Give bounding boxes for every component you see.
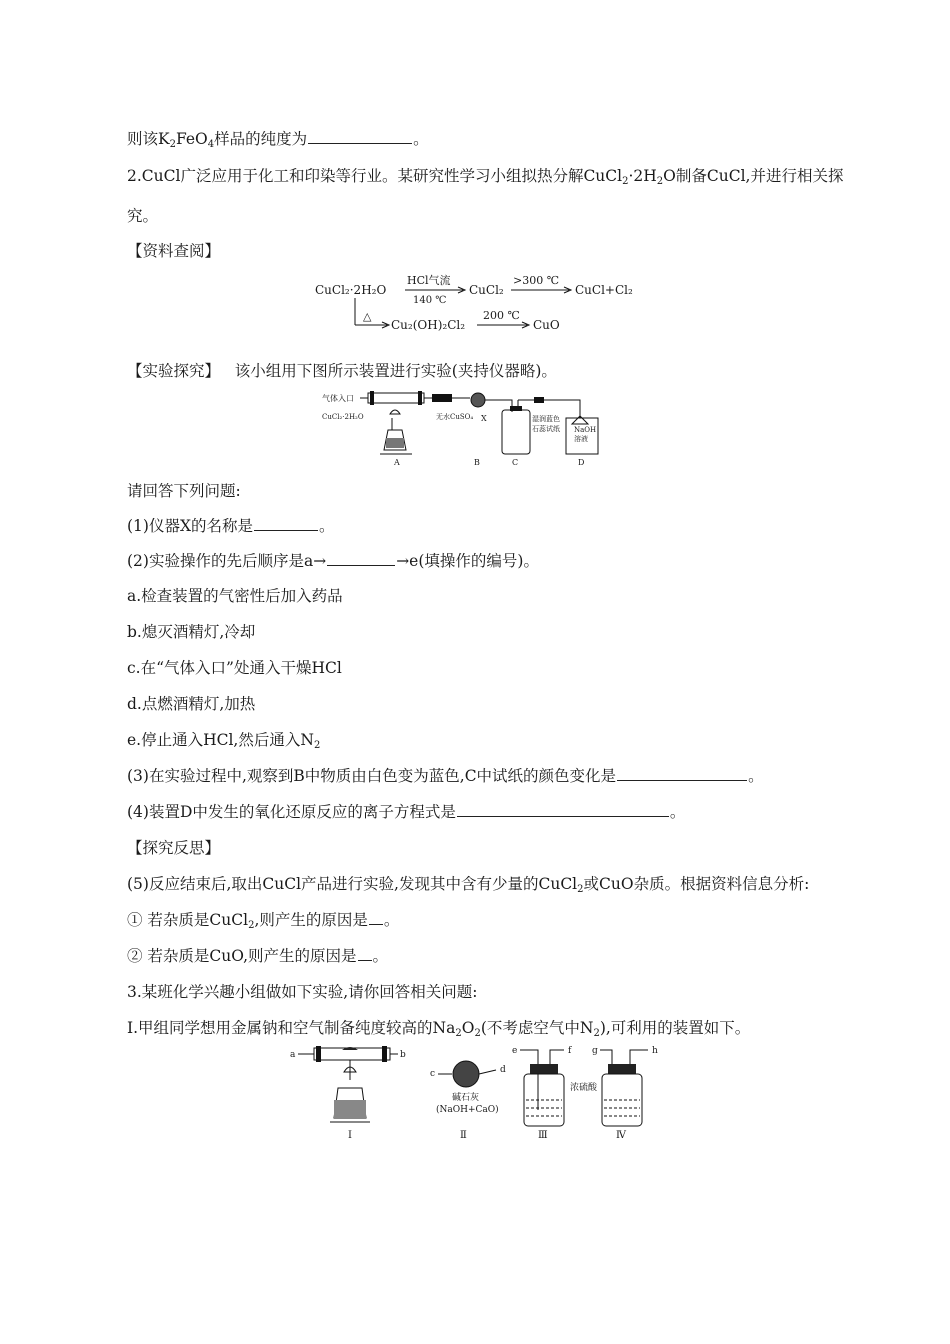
- sub-question-3: (3)在实验过程中,观察到B中物质由白色变为蓝色,C中试纸的颜色变化是 。: [127, 767, 764, 785]
- case-2: ② 若杂质是CuO,则产生的原因是 。: [127, 947, 389, 965]
- answer-prompt: 请回答下列问题:: [127, 482, 241, 500]
- port-g: g: [592, 1046, 598, 1056]
- apparatus-diagram-1: [320, 388, 620, 468]
- label-x: X: [481, 414, 487, 423]
- label-apparatus-d: D: [578, 458, 585, 467]
- answer-blank[interactable]: [369, 910, 383, 925]
- label-apparatus-ii: Ⅱ: [460, 1130, 467, 1141]
- apparatus-diagram-2: [290, 1044, 670, 1144]
- scheme-arrow1-bottom: 140 ℃: [413, 295, 447, 306]
- operation-c: c.在“气体入口”处通入干燥HCl: [127, 659, 342, 677]
- operation-d: d.点燃酒精灯,加热: [127, 695, 256, 713]
- port-h: h: [652, 1046, 658, 1056]
- q2-intro-cont: 究。: [127, 207, 159, 225]
- scheme-product2: CuCl+Cl₂: [575, 283, 633, 297]
- scheme-arrow1-top: HCl气流: [407, 274, 451, 287]
- label-anhydrous-cuso4: 无水CuSO₄: [436, 413, 474, 421]
- answer-blank[interactable]: [358, 946, 372, 961]
- label-reagent: CuCl₂·2H₂O: [322, 413, 364, 421]
- reaction-scheme: [305, 268, 645, 338]
- port-e: e: [512, 1046, 518, 1056]
- label-apparatus-i: Ⅰ: [348, 1130, 352, 1141]
- heading-experiment: 【实验探究】: [127, 362, 221, 380]
- scheme-product3: Cu₂(OH)₂Cl₂: [391, 318, 466, 332]
- answer-blank[interactable]: [617, 766, 747, 781]
- scheme-product4: CuO: [533, 318, 560, 332]
- label-naoh-2: 溶液: [574, 435, 588, 443]
- q2-intro: 2.CuCl广泛应用于化工和印染等行业。某研究性学习小组拟热分解$CuCl_2\cdot 2H_2O$制备CuCl,并进行相关探: [127, 167, 844, 187]
- scheme-reactant: CuCl₂·2H₂O: [315, 283, 387, 297]
- operation-e: e.停止通入HCl,然后通入$N_2$: [127, 731, 321, 751]
- case-1: ① 若杂质是CuCl$_2$,则产生的原因是 。: [127, 911, 400, 931]
- sub-question-5: (5)反应结束后,取出CuCl产品进行实验,发现其中含有少量的CuCl$_2$或CuO杂质。根据资料信息分析:: [127, 875, 810, 895]
- port-c: c: [430, 1069, 436, 1079]
- label-naoh-1: NaOH: [574, 426, 597, 434]
- q1-purity-line: 则该$K_2FeO_4$样品的纯度为 。: [127, 130, 429, 150]
- label-soda-lime-2: (NaOH+CaO): [436, 1105, 499, 1115]
- scheme-arrow3-top: 200 ℃: [483, 309, 520, 322]
- label-conc-sulfuric-acid: 浓硫酸: [570, 1083, 598, 1093]
- operation-a: a.检查装置的气密性后加入药品: [127, 587, 343, 605]
- heading-reference: 【资料查阅】: [127, 242, 221, 260]
- label-apparatus-b: B: [474, 458, 480, 467]
- port-d: d: [500, 1065, 506, 1075]
- q3-part1: Ⅰ.甲组同学想用金属钠和空气制备纯度较高的$Na_2O_2$(不考虑空气中$N_2$),可利用的装置如下。: [127, 1019, 751, 1039]
- label-apparatus-iv: Ⅳ: [616, 1130, 626, 1141]
- scheme-arrow2-top: >300 ℃: [513, 274, 560, 287]
- port-a: a: [290, 1050, 296, 1060]
- q3-intro: 3.某班化学兴趣小组做如下实验,请你回答相关问题:: [127, 983, 478, 1001]
- answer-blank[interactable]: [254, 516, 318, 531]
- label-litmus-1: 湿润蓝色: [532, 415, 560, 423]
- sub-question-4: (4)装置D中发生的氧化还原反应的离子方程式是 。: [127, 803, 686, 821]
- label-soda-lime-1: 碱石灰: [452, 1093, 480, 1103]
- label-gas-inlet: 气体入口: [322, 394, 354, 403]
- label-apparatus-a: A: [394, 458, 400, 467]
- sub-question-1: (1)仪器X的名称是 。: [127, 517, 335, 535]
- answer-blank[interactable]: [327, 551, 395, 566]
- scheme-product1: CuCl₂: [469, 283, 504, 297]
- sub-question-2: (2)实验操作的先后顺序是a→ →e(填操作的编号)。: [127, 552, 539, 570]
- label-litmus-2: 石蕊试纸: [532, 425, 560, 433]
- experiment-intro: 【实验探究】 该小组用下图所示装置进行实验(夹持仪器略)。: [127, 362, 557, 380]
- answer-blank[interactable]: [308, 129, 412, 144]
- operation-b: b.熄灭酒精灯,冷却: [127, 623, 256, 641]
- scheme-branch-label: △: [363, 310, 372, 323]
- answer-blank[interactable]: [457, 802, 669, 817]
- port-b: b: [400, 1050, 406, 1060]
- label-apparatus-c: C: [512, 458, 519, 467]
- port-f: f: [568, 1046, 572, 1056]
- heading-reflection: 【探究反思】: [127, 839, 221, 857]
- label-apparatus-iii: Ⅲ: [538, 1130, 548, 1141]
